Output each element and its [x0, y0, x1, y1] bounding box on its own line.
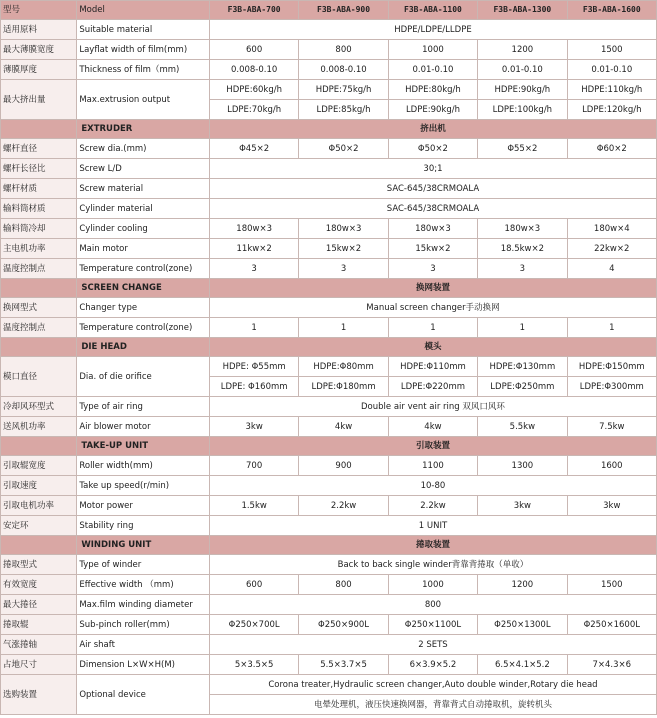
row-label-en: Stability ring	[77, 516, 210, 536]
cell-value: LDPE:90kg/h	[388, 100, 477, 120]
row-value: 800	[209, 595, 656, 615]
section-title-zh: 模头	[209, 338, 656, 357]
row-label-en: Changer type	[77, 298, 210, 318]
row-air-ring	[1, 397, 657, 417]
row-value: Double air vent air ring 双风口风环	[209, 397, 656, 417]
row-changer-type	[1, 298, 657, 318]
cell-value: 0.01-0.10	[388, 60, 477, 80]
cell-value: Φ55×2	[478, 139, 567, 159]
row-label-en: Type of air ring	[77, 397, 210, 417]
row-label-en: Layflat width of film(mm)	[77, 40, 210, 60]
row-label-en: Sub-pinch roller(mm)	[77, 615, 210, 635]
row-optional-en	[1, 675, 657, 695]
cell-value: 0.01-0.10	[478, 60, 567, 80]
cell-value: 4kw	[299, 417, 388, 437]
cell-value: 1	[209, 318, 298, 338]
row-label-en: Air shaft	[77, 635, 210, 655]
section-winding	[1, 536, 657, 555]
cell-value: 600	[209, 575, 298, 595]
row-label-en: Take up speed(r/min)	[77, 476, 210, 496]
cell-value: 3	[299, 259, 388, 279]
row-air-blower	[1, 417, 657, 437]
row-label-en: Temperature control(zone)	[77, 318, 210, 338]
cell-value: Φ250×1100L	[388, 615, 477, 635]
cell-value: HDPE:75kg/h	[299, 80, 388, 100]
row-label-en: Screw L/D	[77, 159, 210, 179]
model-name: F3B-ABA-1100	[388, 1, 477, 20]
cell-value: 1600	[567, 456, 656, 476]
row-motor-power	[1, 496, 657, 516]
row-label-en: Suitable material	[77, 20, 210, 40]
row-value: Manual screen changer手动换网	[209, 298, 656, 318]
cell-value: 180w×3	[478, 219, 567, 239]
row-take-up-speed	[1, 476, 657, 496]
row-label-en: Optional device	[77, 675, 210, 715]
row-label-zh: 冷却风环型式	[1, 397, 77, 417]
cell-value: Φ250×1600L	[567, 615, 656, 635]
cell-value: 1	[388, 318, 477, 338]
cell-value: HDPE:Φ110mm	[388, 357, 477, 377]
cell-value: HDPE:Φ150mm	[567, 357, 656, 377]
cell-value: 180w×4	[567, 219, 656, 239]
cell-value: 5.5kw	[478, 417, 567, 437]
row-value: 30;1	[209, 159, 656, 179]
row-label-zh: 引取速度	[1, 476, 77, 496]
row-label-zh: 温度控制点	[1, 259, 77, 279]
row-cylinder-material	[1, 199, 657, 219]
cell-value: 1	[567, 318, 656, 338]
section-take-up	[1, 437, 657, 456]
cell-value: 700	[209, 456, 298, 476]
cell-value: 3	[388, 259, 477, 279]
cell-value: 1200	[478, 40, 567, 60]
section-title-en: WINDING UNIT	[77, 536, 210, 555]
row-label-zh: 螺杆长径比	[1, 159, 77, 179]
row-label-en: Dimension L×W×H(M)	[77, 655, 210, 675]
row-label-zh: 选购装置	[1, 675, 77, 715]
cell-value: 1	[478, 318, 567, 338]
row-label-en: Screw material	[77, 179, 210, 199]
cell-value: 600	[209, 40, 298, 60]
row-label-zh: 模口直径	[1, 357, 77, 397]
row-label-zh: 引取电机功率	[1, 496, 77, 516]
cell-value: Φ45×2	[209, 139, 298, 159]
row-value: 电晕处理机，液压快速换网器，背靠背式自动捲取机，旋转机头	[209, 695, 656, 715]
section-screen-change	[1, 279, 657, 298]
cell-value: 3kw	[567, 496, 656, 516]
cell-value: LDPE:120kg/h	[567, 100, 656, 120]
cell-value: LDPE:Φ300mm	[567, 377, 656, 397]
row-screen-temp-control	[1, 318, 657, 338]
section-title-en: SCREEN CHANGE	[77, 279, 210, 298]
cell-value: HDPE:Φ80mm	[299, 357, 388, 377]
row-label-en: Max.film winding diameter	[77, 595, 210, 615]
row-winder-type	[1, 555, 657, 575]
row-label-zh: 有效宽度	[1, 575, 77, 595]
row-label-en: Roller width(mm)	[77, 456, 210, 476]
cell-value: 900	[299, 456, 388, 476]
row-label-zh: 换网型式	[1, 298, 77, 318]
cell-value: 1000	[388, 40, 477, 60]
cell-value: 5×3.5×5	[209, 655, 298, 675]
row-value: 1 UNIT	[209, 516, 656, 536]
cell-value: HDPE:Φ130mm	[478, 357, 567, 377]
row-label-zh: 螺杆材质	[1, 179, 77, 199]
cell-value: 1300	[478, 456, 567, 476]
cell-value: 11kw×2	[209, 239, 298, 259]
cell-value: 3kw	[478, 496, 567, 516]
row-label-zh: 薄膜厚度	[1, 60, 77, 80]
cell-value: 1000	[388, 575, 477, 595]
row-label-zh: 输料筒材质	[1, 199, 77, 219]
row-label-en: Main motor	[77, 239, 210, 259]
cell-value: 800	[299, 40, 388, 60]
row-value: HDPE/LDPE/LLDPE	[209, 20, 656, 40]
row-label-zh: 螺杆直径	[1, 139, 77, 159]
cell-value: Φ50×2	[388, 139, 477, 159]
cell-value: 1500	[567, 40, 656, 60]
section-title-en: TAKE-UP UNIT	[77, 437, 210, 456]
header-label-en: Model	[77, 1, 210, 20]
row-value: 10-80	[209, 476, 656, 496]
row-value: Corona treater,Hydraulic screen changer,Auto double winder,Rotary die head	[209, 675, 656, 695]
row-label-zh: 送风机功率	[1, 417, 77, 437]
cell-value: LDPE:85kg/h	[299, 100, 388, 120]
cell-value: Φ60×2	[567, 139, 656, 159]
section-title-en: DIE HEAD	[77, 338, 210, 357]
cell-value: LDPE:Φ220mm	[388, 377, 477, 397]
cell-value: HDPE:80kg/h	[388, 80, 477, 100]
row-value: SAC-645/38CRMOALA	[209, 199, 656, 219]
row-label-zh: 最大捲径	[1, 595, 77, 615]
cell-value: 180w×3	[209, 219, 298, 239]
cell-value: 7.5kw	[567, 417, 656, 437]
row-main-motor	[1, 239, 657, 259]
cell-value: 1	[299, 318, 388, 338]
cell-value: Φ250×700L	[209, 615, 298, 635]
row-label-zh: 输料筒冷却	[1, 219, 77, 239]
row-label-zh: 占地尺寸	[1, 655, 77, 675]
cell-value: 15kw×2	[388, 239, 477, 259]
cell-value: LDPE:Φ180mm	[299, 377, 388, 397]
row-label-en: Effective width （mm)	[77, 575, 210, 595]
cell-value: 7×4.3×6	[567, 655, 656, 675]
cell-value: 6×3.9×5.2	[388, 655, 477, 675]
row-temp-control	[1, 259, 657, 279]
cell-value: 0.008-0.10	[299, 60, 388, 80]
row-screw-dia	[1, 139, 657, 159]
cell-value: 3	[478, 259, 567, 279]
model-name: F3B-ABA-900	[299, 1, 388, 20]
cell-value: 180w×3	[299, 219, 388, 239]
cell-value: 1.5kw	[209, 496, 298, 516]
row-air-shaft	[1, 635, 657, 655]
row-dimension	[1, 655, 657, 675]
cell-value: 4	[567, 259, 656, 279]
cell-value: 0.01-0.10	[567, 60, 656, 80]
row-material	[1, 20, 657, 40]
cell-value: HDPE:90kg/h	[478, 80, 567, 100]
row-stability-ring	[1, 516, 657, 536]
cell-value: 3	[209, 259, 298, 279]
row-label-en: Temperature control(zone)	[77, 259, 210, 279]
row-layflat	[1, 40, 657, 60]
row-label-zh: 适用原料	[1, 20, 77, 40]
cell-value: 800	[299, 575, 388, 595]
row-label-en: Type of winder	[77, 555, 210, 575]
cell-value: HDPE:110kg/h	[567, 80, 656, 100]
cell-value: 180w×3	[388, 219, 477, 239]
row-max-winding-dia	[1, 595, 657, 615]
section-title-zh: 换网装置	[209, 279, 656, 298]
row-label-zh: 安定环	[1, 516, 77, 536]
row-label-en: Screw dia.(mm)	[77, 139, 210, 159]
header-row	[1, 1, 657, 20]
cell-value: Φ250×1300L	[478, 615, 567, 635]
model-name: F3B-ABA-1600	[567, 1, 656, 20]
row-label-zh: 气涨捲轴	[1, 635, 77, 655]
cell-value: LDPE:70kg/h	[209, 100, 298, 120]
cell-value: 0.008-0.10	[209, 60, 298, 80]
row-label-en: Cylinder material	[77, 199, 210, 219]
section-title-zh: 捲取装置	[209, 536, 656, 555]
row-label-en: Motor power	[77, 496, 210, 516]
row-value: SAC-645/38CRMOALA	[209, 179, 656, 199]
row-roller-width	[1, 456, 657, 476]
row-orifice-hdpe	[1, 357, 657, 377]
row-label-zh: 最大薄膜宽度	[1, 40, 77, 60]
section-title-zh: 挤出机	[209, 120, 656, 139]
section-title-zh: 引取装置	[209, 437, 656, 456]
cell-value: 3kw	[209, 417, 298, 437]
row-label-en: Max.extrusion output	[77, 80, 210, 120]
header-label-zh: 型号	[1, 1, 77, 20]
section-extruder	[1, 120, 657, 139]
row-thickness	[1, 60, 657, 80]
cell-value: 6.5×4.1×5.2	[478, 655, 567, 675]
cell-value: 1500	[567, 575, 656, 595]
section-title-en: EXTRUDER	[77, 120, 210, 139]
cell-value: Φ50×2	[299, 139, 388, 159]
cell-value: 2.2kw	[299, 496, 388, 516]
row-label-zh: 温度控制点	[1, 318, 77, 338]
section-die-head	[1, 338, 657, 357]
row-screw-material	[1, 179, 657, 199]
row-pinch-roller	[1, 615, 657, 635]
row-value: 2 SETS	[209, 635, 656, 655]
row-cylinder-cooling	[1, 219, 657, 239]
row-label-en: Air blower motor	[77, 417, 210, 437]
cell-value: 5.5×3.7×5	[299, 655, 388, 675]
cell-value: 4kw	[388, 417, 477, 437]
row-effective-width	[1, 575, 657, 595]
cell-value: 1100	[388, 456, 477, 476]
model-name: F3B-ABA-1300	[478, 1, 567, 20]
row-value: Back to back single winder背靠背捲取（单收）	[209, 555, 656, 575]
cell-value: Φ250×900L	[299, 615, 388, 635]
cell-value: 2.2kw	[388, 496, 477, 516]
row-label-zh: 捲取型式	[1, 555, 77, 575]
row-label-en: Thickness of film（mm)	[77, 60, 210, 80]
row-label-en: Dia. of die orifice	[77, 357, 210, 397]
cell-value: 22kw×2	[567, 239, 656, 259]
cell-value: LDPE:100kg/h	[478, 100, 567, 120]
cell-value: LDPE:Φ250mm	[478, 377, 567, 397]
cell-value: 1200	[478, 575, 567, 595]
model-name: F3B-ABA-700	[209, 1, 298, 20]
cell-value: HDPE:60kg/h	[209, 80, 298, 100]
row-label-zh: 引取辊宽度	[1, 456, 77, 476]
cell-value: 18.5kw×2	[478, 239, 567, 259]
row-label-en: Cylinder cooling	[77, 219, 210, 239]
row-label-zh: 最大挤出量	[1, 80, 77, 120]
row-screw-ld	[1, 159, 657, 179]
row-label-zh: 主电机功率	[1, 239, 77, 259]
cell-value: 15kw×2	[299, 239, 388, 259]
cell-value: LDPE: Φ160mm	[209, 377, 298, 397]
cell-value: HDPE: Φ55mm	[209, 357, 298, 377]
row-label-zh: 捲取辊	[1, 615, 77, 635]
row-output-hdpe	[1, 80, 657, 100]
